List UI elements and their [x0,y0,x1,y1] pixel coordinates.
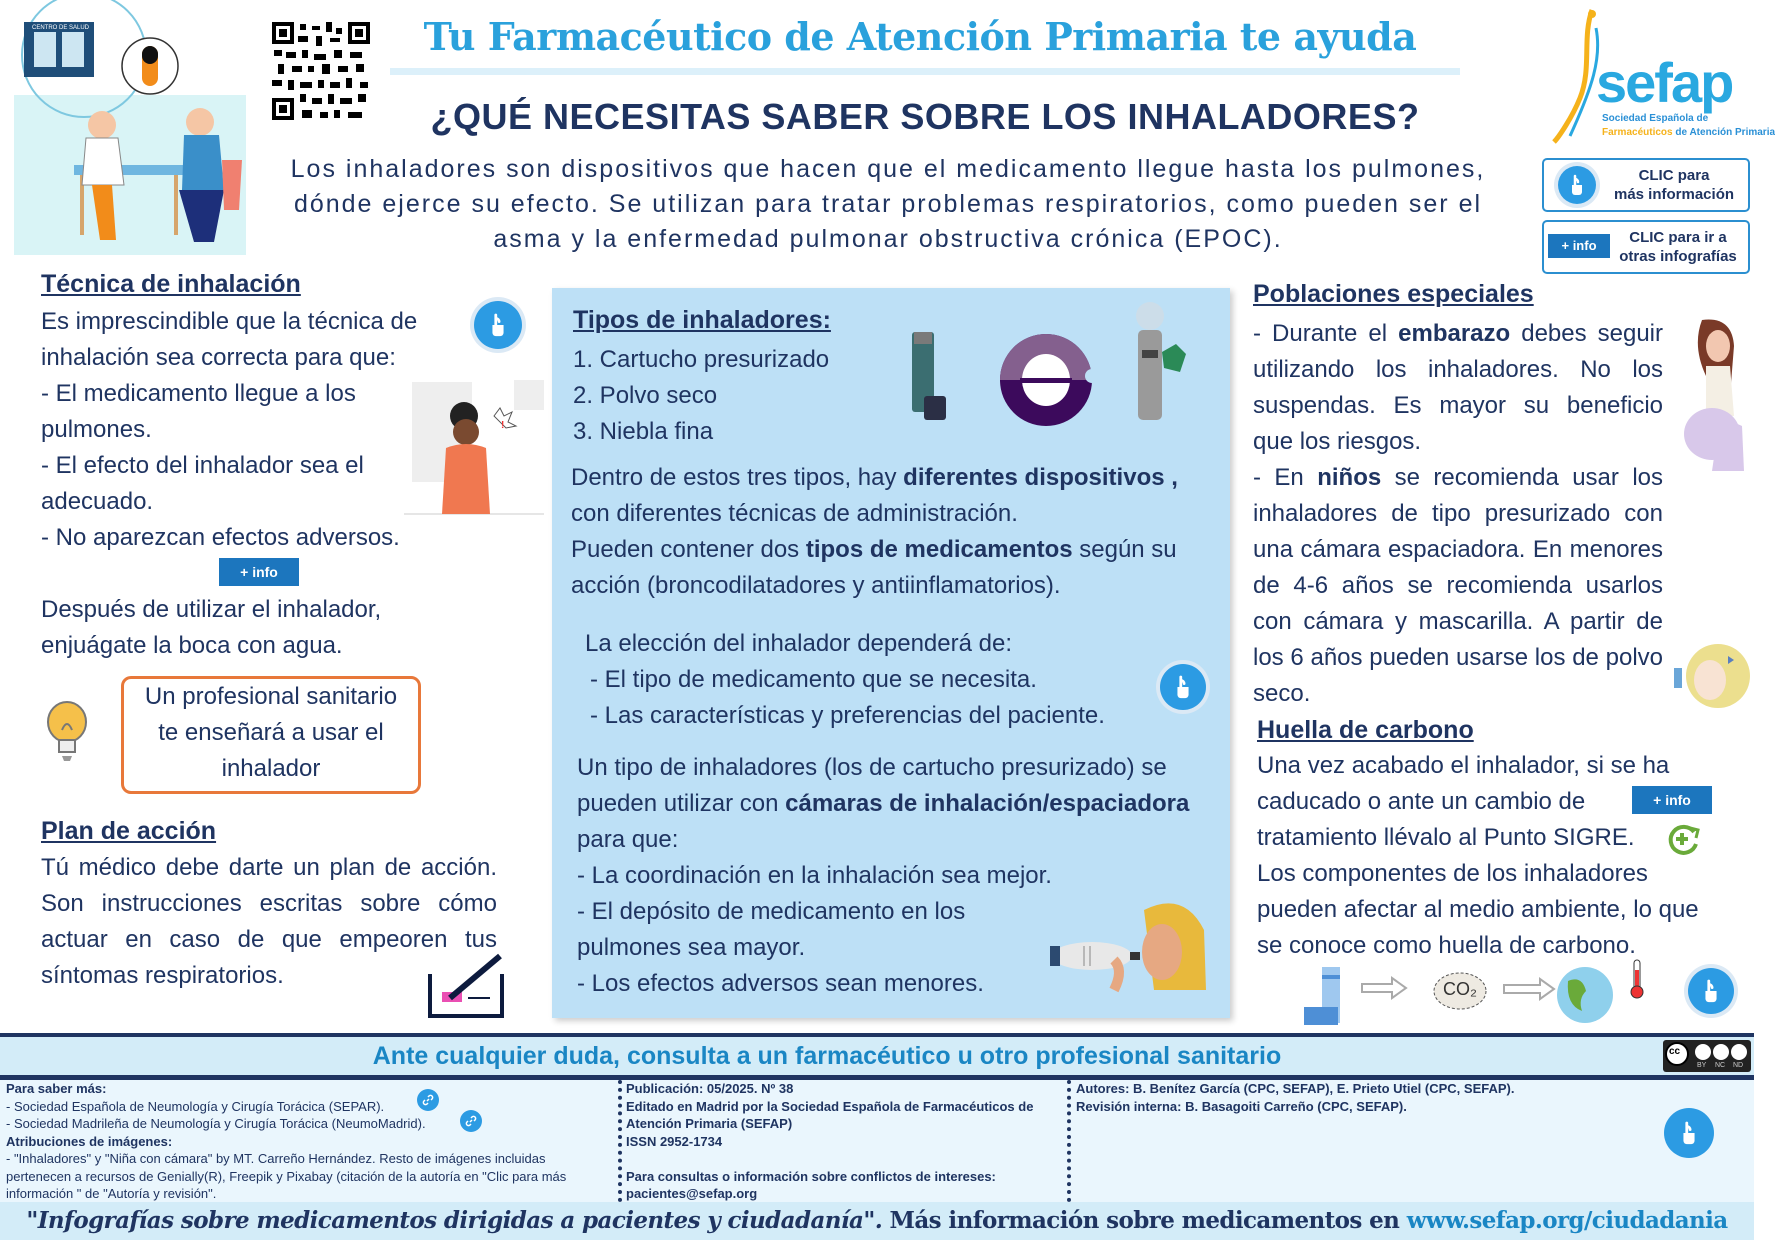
logo-subtitle-2a: Farmacéuticos [1602,127,1673,138]
tipos-emphasis: diferentes dispositivos , [903,464,1178,491]
cc-nd-label: ND [1733,1062,1744,1069]
rinse-advice [41,592,481,664]
cc-license-badge[interactable] [1663,1040,1751,1072]
tecnica-line: - El efecto del inhalador sea el [41,452,364,479]
tecnica-line: - No aparezcan efectos adversos. [41,524,400,551]
tip-line: inhalador [221,755,321,782]
inhaler-type-item: 3. Niebla fina [573,418,714,445]
camara-item: - El depósito de medicamento en los [577,898,966,925]
footer-quote: "Infografías sobre medicamentos dirigidas a pacientes y ciudadanía". [26,1207,883,1234]
tipos-heading: Tipos de inhaladores: [573,306,831,334]
hand-pointer-icon [1701,979,1721,1003]
cc-label: cc [1669,1046,1681,1057]
tipos-description [571,460,1221,604]
huella-line: tratamiento llévalo al Punto SIGRE. [1257,824,1635,851]
rinse-line: Después de utilizar el inhalador, [41,596,382,623]
page-banner-title: Tu Farmacéutico de Atención Primaria te ayuda [423,14,1417,59]
tecnica-line: pulmones. [41,416,152,443]
dry-powder-inhaler-icon [1000,334,1099,426]
other-infographics-line: otras infografías [1619,248,1737,265]
hand-pointer-icon [1558,166,1596,204]
intro-line: asma y la enfermedad pulmonar obstructiva crónica (EPOC). [493,225,1283,253]
intro-text [268,152,1508,257]
more-info-label [1604,166,1744,204]
publication-line: Atención Primaria (SEFAP) [626,1116,793,1131]
poblaciones-text [1253,316,1663,712]
sefap-logo[interactable] [1552,8,1775,142]
page-title: ¿QUÉ NECESITAS SABER SOBRE LOS INHALADORES? [430,96,1420,137]
poblaciones-emphasis: embarazo [1398,320,1511,347]
inhaler-type-item: 1. Cartucho presurizado [573,346,830,373]
lightbulb-icon [44,700,90,764]
tipos-text: según su [1072,536,1177,563]
tipos-text: acción (broncodilatadores y antiinflamatorios). [571,572,1061,599]
more-info-link[interactable] [1542,158,1750,212]
saber-heading: Para saber más: [6,1081,107,1096]
footer-bottom-text [0,1202,1754,1240]
logo-subtitle-1: Sociedad Española de [1602,113,1709,124]
tipos-para-2 [571,532,1221,568]
inhaler-devices-illustration [900,296,1200,426]
contact-email[interactable]: pacientes@sefap.org [626,1186,758,1201]
inhaler-type-item: 2. Polvo seco [573,382,718,409]
other-infographics-label [1610,228,1746,266]
huella-line: Los componentes de los inhaladores [1257,860,1648,887]
huella-line: se conoce como huella de carbono. [1257,932,1636,959]
arrow-right-icon [1504,979,1554,999]
tipos-text: con diferentes técnicas de administración. [571,500,1018,527]
camara-item: - La coordinación en la inhalación sea mejor. [577,862,1052,889]
huella-line: Una vez acabado el inhalador, si se ha [1257,752,1670,779]
eleccion-item: - Las características y preferencias del paciente. [590,702,1105,729]
rinse-line: enjuágate la boca con agua. [41,632,343,659]
tecnica-line: inhalación sea correcta para que: [41,344,396,371]
footer-bottom-bar [0,1202,1754,1240]
camara-emphasis: cámaras de inhalación/espaciadora [785,790,1190,817]
camara-item: pulmones sea mayor. [577,934,806,961]
tip-line: Un profesional sanitario [144,683,398,710]
reference-link-neumomadrid[interactable]: - Sociedad Madrileña de Neumología y Cirugía Torácica (NeumoMadrid). [6,1116,426,1131]
girl-spacer-illustration [1044,900,1214,1000]
footer-banner [0,1037,1754,1075]
intro-line: Los inhaladores son dispositivos que hacen que el medicamento llegue hasta los pulmones, [290,155,1486,183]
publication-block [626,1080,1066,1203]
publication-line: Editado en Madrid por la Sociedad Española de Farmacéuticos de [626,1098,1034,1114]
footer-banner-text: Ante cualquier duda, consulta a un farmacéutico u otro profesional sanitario [372,1042,1282,1070]
camara-item: - Los efectos adversos sean menores. [577,970,984,997]
poblaciones-heading: Poblaciones especiales [1253,280,1534,308]
thermometer-icon [1628,956,1646,1000]
attribution-text: - "Inhaladores" y "Niña con cámara" by MT. Carreño Hernández. Resto de imágenes incluidas pertenecen a recursos de Genially(R), Freepik y Pixabay (citación de la autoría en "Clic para más información " de "Autoría y revisión". [6,1151,567,1201]
carbon-footprint-diagram [1300,965,1620,1027]
references-block [6,1080,606,1203]
info-button[interactable]: + info [1548,234,1610,258]
attribution-heading: Atribuciones de imágenes: [6,1133,173,1149]
tecnica-line: - El medicamento llegue a los [41,380,356,407]
authorship-more-info-button[interactable] [1664,1108,1714,1158]
professional-tip-box [121,676,421,794]
poblaciones-text-part: - En [1253,464,1318,491]
publication-line: Publicación: 05/2025. Nº 38 [626,1081,794,1096]
camara-text: para que: [577,826,679,853]
hero-sign: CENTRO DE SALUD [32,25,90,31]
plan-heading: Plan de acción [41,817,217,845]
tip-line: te enseñará a usar el [158,719,384,746]
tecnica-more-info-button[interactable] [474,301,522,349]
eleccion-heading: La elección del inhalador dependerá de: [585,630,1012,657]
footer-more-info: Más información sobre medicamentos en [882,1207,1407,1234]
soft-mist-inhaler-icon [1136,302,1186,420]
more-info-line: más información [1613,186,1735,203]
poblaciones-emphasis: niños [1317,464,1382,491]
huella-line: pueden afectar al medio ambiente, lo que [1257,896,1699,923]
eleccion-block [585,626,1145,734]
title-divider [390,68,1460,75]
writing-plan-icon [428,954,508,1020]
cc-by-label: BY [1697,1062,1707,1069]
poblaciones-text-part: - Durante el [1253,320,1399,347]
inhaler-types-list [573,342,873,450]
more-info-line: CLIC para [1638,167,1710,184]
earth-globe-icon [1557,967,1613,1023]
link-icon[interactable] [417,1089,439,1111]
tecnica-line: Es imprescindible que la técnica de [41,308,418,335]
tecnica-info-button[interactable]: + info [219,558,299,586]
pregnant-woman-illustration [1672,316,1752,471]
hand-pointer-icon [1173,675,1193,699]
tecnica-text [41,304,461,556]
qr-code[interactable] [272,22,370,120]
huella-line: caducado o ante un cambio de [1257,788,1586,815]
huella-info-button[interactable]: + info [1632,786,1712,814]
other-infographics-line: CLIC para ir a [1629,229,1727,246]
sigre-recycle-icon [1666,822,1702,856]
eleccion-item: - El tipo de medicamento que se necesita. [590,666,1037,693]
review-line: Revisión interna: B. Basagoiti Carreño (CPC, SEFAP). [1076,1098,1407,1114]
pressurized-inhaler-icon [912,332,946,420]
hand-pointer-icon [488,313,508,337]
svg-text:!: ! [501,420,505,431]
authors-block [1076,1080,1636,1115]
plan-text: Tú médico debe darte un plan de acción. Son instrucciones escritas sobre cómo actuar en caso de que empeoren tus síntomas respiratorios. [41,854,497,989]
poblaciones-text-part: se recomienda usar los inhaladores de tipo presurizado con una cámara espaciadora. En menores de 4-6 años se recomienda usarlos con cámara y mascarilla. A partir de los 6 años pueden usarse los de polvo seco. [1253,464,1664,707]
co2-label: CO₂ [1443,979,1477,999]
camara-text: Un tipo de inhaladores (los de cartucho presurizado) se [577,754,1167,781]
hand-pointer-icon [1679,1121,1699,1145]
eleccion-more-info-button[interactable] [1160,664,1206,710]
huella-heading: Huella de carbono [1257,716,1474,744]
child-inhaler-illustration [1672,642,1752,712]
arrow-right-icon [1362,978,1406,998]
inhaler-blue-icon [1304,967,1340,1025]
footer-column-divider [1067,1080,1071,1202]
link-icon[interactable] [460,1110,482,1132]
camara-text: pueden utilizar con [577,790,786,817]
tipos-text: Dentro de estos tres tipos, hay [571,464,904,491]
authors-line: Autores: B. Benítez García (CPC, SEFAP), E. Prieto Utiel (CPC, SEFAP). [1076,1081,1515,1096]
woman-coughing-illustration [404,378,544,514]
camara-line [577,786,1237,822]
tipos-text: Pueden contener dos [571,536,806,563]
tipos-emphasis: tipos de medicamentos [805,536,1073,563]
hero-illustration [14,10,246,255]
logo-subtitle-2 [1602,126,1775,139]
huella-more-info-button[interactable] [1688,968,1734,1014]
publication-line: Para consultas o información sobre conflictos de intereses: [626,1168,996,1184]
tipos-para-1 [571,460,1221,496]
publication-line: ISSN 2952-1734 [626,1133,723,1149]
footer-column-divider [618,1080,622,1202]
intro-line: dónde ejerce su efecto. Se utilizan para tratar problemas respiratorios, como pueden ser el [293,190,1483,218]
cc-nc-label: NC [1715,1062,1726,1069]
tecnica-heading: Técnica de inhalación [41,270,301,298]
poblaciones-text-part: debes seguir utilizando los inhaladores. No los suspendas. Es mayor su beneficio que los riesgos. [1253,320,1663,455]
publication-spacer [626,1150,1066,1168]
logo-subtitle-2b: de Atención Primaria [1672,127,1775,138]
logo-wordmark: sefap [1596,51,1733,114]
other-infographics-link[interactable] [1542,220,1750,274]
reference-link-separ[interactable]: - Sociedad Española de Neumología y Cirugía Torácica (SEPAR). [6,1098,385,1114]
sefap-ciudadania-link[interactable]: www.sefap.org/ciudadania [1406,1207,1728,1234]
tecnica-line: adecuado. [41,488,154,515]
